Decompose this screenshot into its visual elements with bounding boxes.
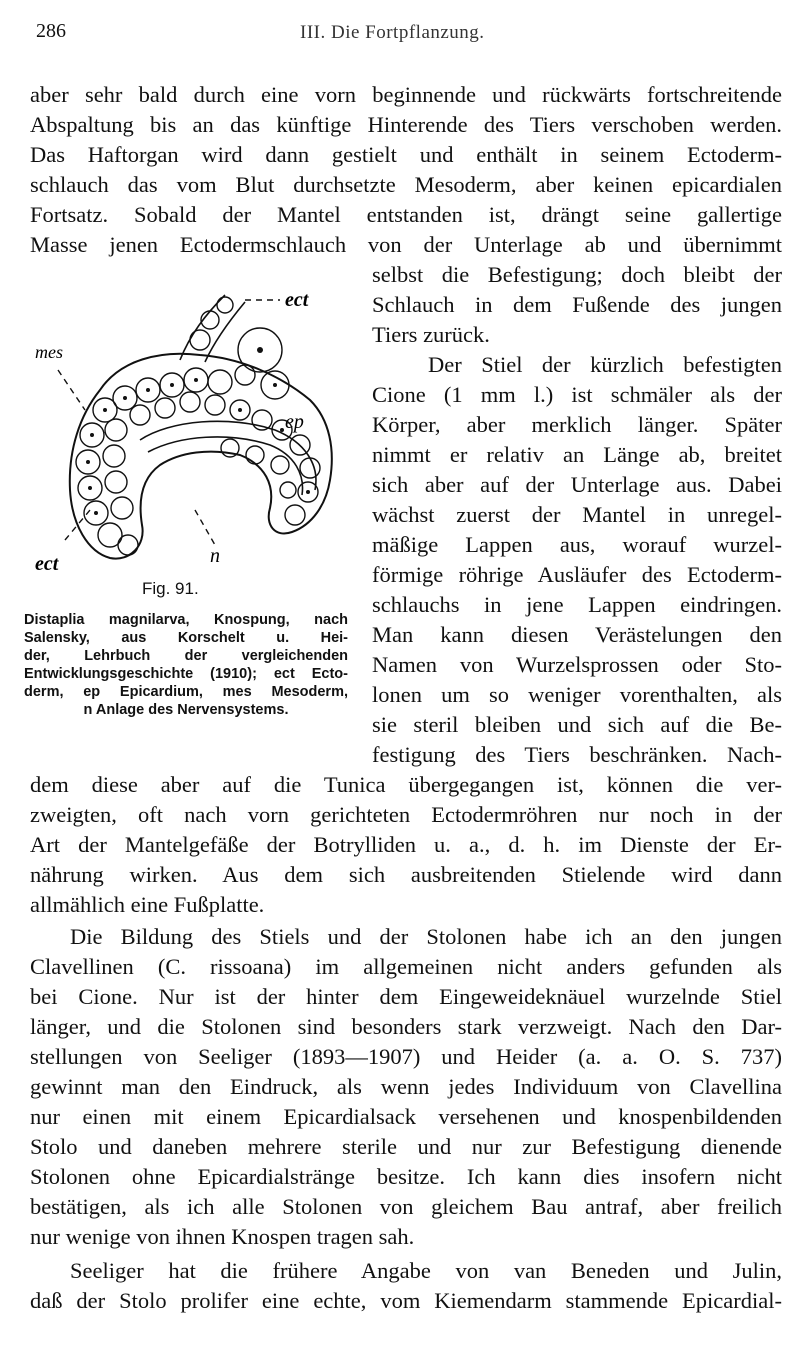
figure-caption-line: Entwicklungsgeschichte (1910); ect Ecto- — [24, 666, 348, 682]
figure-caption-line: derm, ep Epicardium, mes Mesoderm, — [24, 684, 348, 700]
body-line: Namen von Wurzelsprossen oder Sto- — [372, 652, 782, 677]
body-line: lonen um so weniger vorenthalten, als — [372, 682, 782, 707]
body-line: länger, und die Stolonen sind besonders stark verzweigt. Nach den Dar- — [30, 1014, 782, 1039]
body-line: Stolo und daneben mehrere sterile und nur zur Befestigung dienende — [30, 1134, 782, 1159]
body-line: Die Bildung des Stiels und der Stolonen habe ich an den jungen — [70, 924, 782, 949]
body-line: Art der Mantelgefäße der Botrylliden u. a., d. h. im Dienste der Er- — [30, 832, 782, 857]
body-line: allmählich eine Fußplatte. — [30, 892, 265, 917]
body-line: sie steril bleiben und sich auf die Be- — [372, 712, 782, 737]
running-title: III. Die Fortpflanzung. — [300, 22, 485, 43]
body-line: Seeliger hat die frühere Angabe von van Beneden und Julin, — [70, 1258, 782, 1283]
body-line: Körper, aber merklich länger. Später — [372, 412, 782, 437]
body-line: sich aber auf der Unterlage aus. Dabei — [372, 472, 782, 497]
label-ect-top: ect — [285, 289, 309, 311]
body-line: stellungen von Seeliger (1893—1907) und Heider (a. a. O. S. 737) — [30, 1044, 782, 1069]
body-line: festigung des Tiers beschränken. Nach- — [372, 742, 782, 767]
figure-caption-line: Salensky, aus Korschelt u. Hei- — [24, 630, 348, 646]
label-ect-bottom: ect — [35, 553, 59, 575]
body-line: nur wenige von ihnen Knospen tragen sah. — [30, 1224, 415, 1249]
body-line: Abspaltung bis an das künftige Hinterende des Tiers verschoben werden. — [30, 112, 782, 137]
body-line: förmige röhrige Ausläufer des Ectoderm- — [372, 562, 782, 587]
body-line: Man kann diesen Verästelungen den — [372, 622, 782, 647]
body-line: wächst zuerst der Mantel in unregel- — [372, 502, 782, 527]
body-line: bei Cione. Nur ist der hinter dem Eingeweideknäuel wurzelnde Stiel — [30, 984, 782, 1009]
body-line: Fortsatz. Sobald der Mantel entstanden ist, drängt seine gallertige — [30, 202, 782, 227]
page-number: 286 — [36, 20, 66, 42]
body-line: nährung wirken. Aus dem sich ausbreitenden Stielende wird dann — [30, 862, 782, 887]
body-line: dem diese aber auf die Tunica übergegangen ist, können die ver- — [30, 772, 782, 797]
body-line: Tiers zurück. — [372, 322, 490, 347]
body-line: mäßige Lappen aus, worauf wurzel- — [372, 532, 782, 557]
body-line: selbst die Befestigung; doch bleibt der — [372, 262, 782, 287]
figure-91-drawing — [30, 280, 360, 580]
figure-caption-line: Distaplia magnilarva, Knospung, nach — [24, 612, 348, 628]
label-mes: mes — [35, 342, 63, 362]
body-line: nimmt er relativ an Länge ab, breitet — [372, 442, 782, 467]
body-line: Cione (1 mm l.) ist schmäler als der — [372, 382, 782, 407]
body-line: bestätigen, als ich alle Stolonen von gleichem Bau antraf, aber freilich — [30, 1194, 782, 1219]
body-line: schlauchs in jene Lappen eindringen. — [372, 592, 782, 617]
body-line: Stolonen ohne Epicardialstränge besitze. Ich kann dies insofern nicht — [30, 1164, 782, 1189]
body-line: Das Haftorgan wird dann gestielt und enthält in seinem Ectoderm- — [30, 142, 782, 167]
body-line: gewinnt man den Eindruck, als wenn jedes Individuum von Clavellina — [30, 1074, 782, 1099]
label-n: n — [210, 545, 220, 567]
figure-number: Fig. 91. — [142, 579, 199, 598]
body-line: nur einen mit einem Epicardialsack versehenen und knospenbildenden — [30, 1104, 782, 1129]
body-line: Der Stiel der kürzlich befestigten — [428, 352, 782, 377]
label-ep: ep — [285, 411, 304, 433]
figure-caption-line: n Anlage des Nervensystems. — [83, 702, 289, 718]
outer-body-outline — [70, 354, 332, 559]
body-line: schlauch das vom Blut durchsetzte Mesoderm, aber keinen epicardialen — [30, 172, 782, 197]
body-line: Schlauch in dem Fußende des jungen — [372, 292, 782, 317]
body-line: aber sehr bald durch eine vorn beginnende und rückwärts fortschreitende — [30, 82, 782, 107]
figure-caption-line: der, Lehrbuch der vergleichenden — [24, 648, 348, 664]
body-line: zweigten, oft nach vorn gerichteten Ectodermröhren nur noch in der — [30, 802, 782, 827]
body-line: Masse jenen Ectodermschlauch von der Unterlage ab und übernimmt — [30, 232, 782, 257]
body-line: daß der Stolo prolifer eine echte, vom Kiemendarm stammende Epicardial- — [30, 1288, 782, 1313]
body-line: Clavellinen (C. rissoana) im allgemeinen nicht anders gefunden als — [30, 954, 782, 979]
